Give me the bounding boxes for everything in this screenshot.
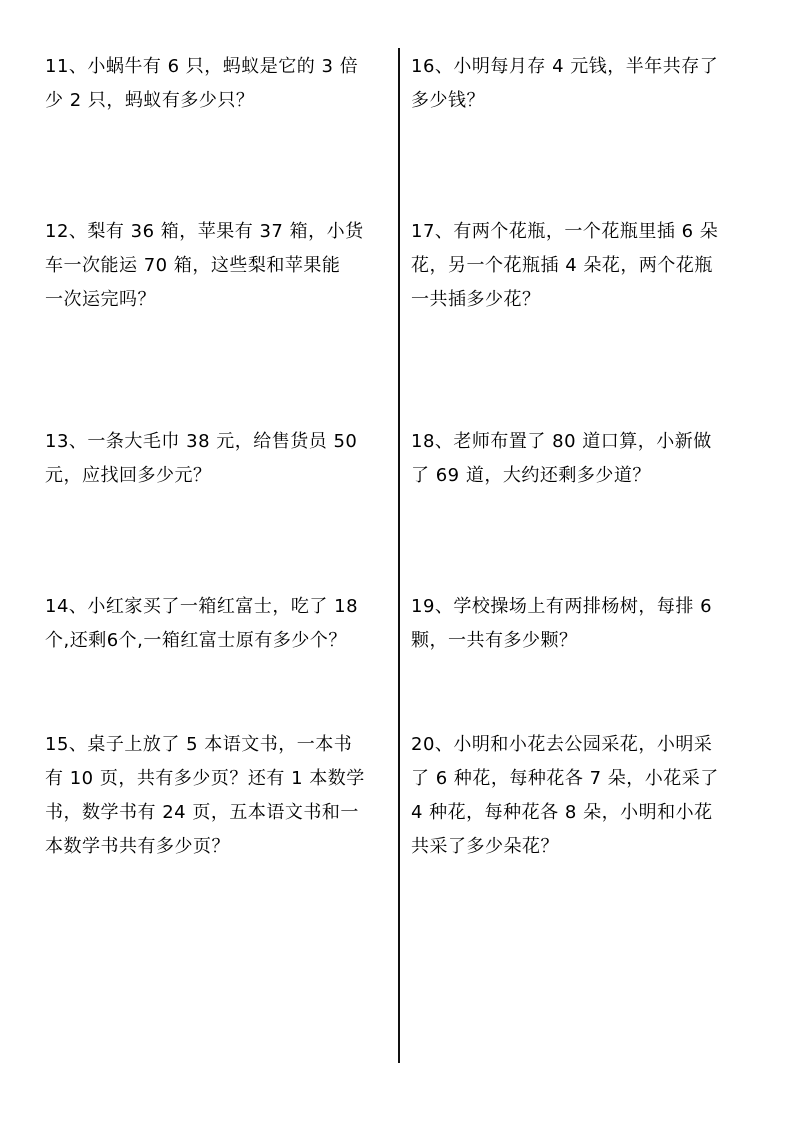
problem-line: 12、梨有 36 箱，苹果有 37 箱，小货 — [45, 221, 364, 242]
problem-line: 了 69 道，大约还剩多少道？ — [411, 465, 651, 486]
problem-line: 11、小蜗牛有 6 只，蚂蚁是它的 3 倍 — [45, 56, 359, 77]
problem-15 — [45, 728, 390, 864]
problem-line: 有 10 页，共有多少页？还有 1 本数学 — [45, 768, 365, 789]
problem-line: 18、老师布置了 80 道口算，小新做 — [411, 431, 712, 452]
problem-line: 花，另一个花瓶插 4 朵花，两个花瓶 — [411, 255, 713, 276]
problem-line: 一共插多少花？ — [411, 289, 541, 310]
problem-18 — [411, 425, 756, 493]
problem-line: 一次运完吗？ — [45, 289, 156, 310]
problem-20 — [411, 728, 756, 864]
problem-line: 20、小明和小花去公园采花，小明采 — [411, 734, 713, 755]
problem-line: 16、小明每月存 4 元钱，半年共存了 — [411, 56, 719, 77]
problem-line: 元，应找回多少元？ — [45, 465, 212, 486]
problem-line: 4 种花，每种花各 8 朵，小明和小花 — [411, 802, 713, 823]
problem-line: 本数学书共有多少页？ — [45, 836, 230, 857]
problem-14 — [45, 590, 390, 658]
problem-17 — [411, 215, 756, 317]
problem-line: 书，数学书有 24 页，五本语文书和一 — [45, 802, 359, 823]
problem-11 — [45, 50, 390, 118]
problem-line: 多少钱？ — [411, 90, 485, 111]
problem-line: 车一次能运 70 箱，这些梨和苹果能 — [45, 255, 341, 276]
problem-line: 个,还剩6个,一箱红富士原有多少个？ — [45, 630, 347, 651]
problem-13 — [45, 425, 390, 493]
problem-line: 共采了多少朵花？ — [411, 836, 559, 857]
problem-line: 14、小红家买了一箱红富士，吃了 18 — [45, 596, 359, 617]
problem-line: 13、一条大毛巾 38 元，给售货员 50 — [45, 431, 358, 452]
problem-line: 15、桌子上放了 5 本语文书，一本书 — [45, 734, 353, 755]
problem-line: 少 2 只，蚂蚁有多少只？ — [45, 90, 255, 111]
problem-line: 了 6 种花，每种花各 7 朵，小花采了 — [411, 768, 719, 789]
column-divider — [398, 48, 400, 1063]
problem-line: 19、学校操场上有两排杨树，每排 6 — [411, 596, 713, 617]
problem-line: 颗，一共有多少颗？ — [411, 630, 578, 651]
problem-19 — [411, 590, 756, 658]
problem-line: 17、有两个花瓶，一个花瓶里插 6 朵 — [411, 221, 719, 242]
problem-12 — [45, 215, 390, 317]
problem-16 — [411, 50, 756, 118]
